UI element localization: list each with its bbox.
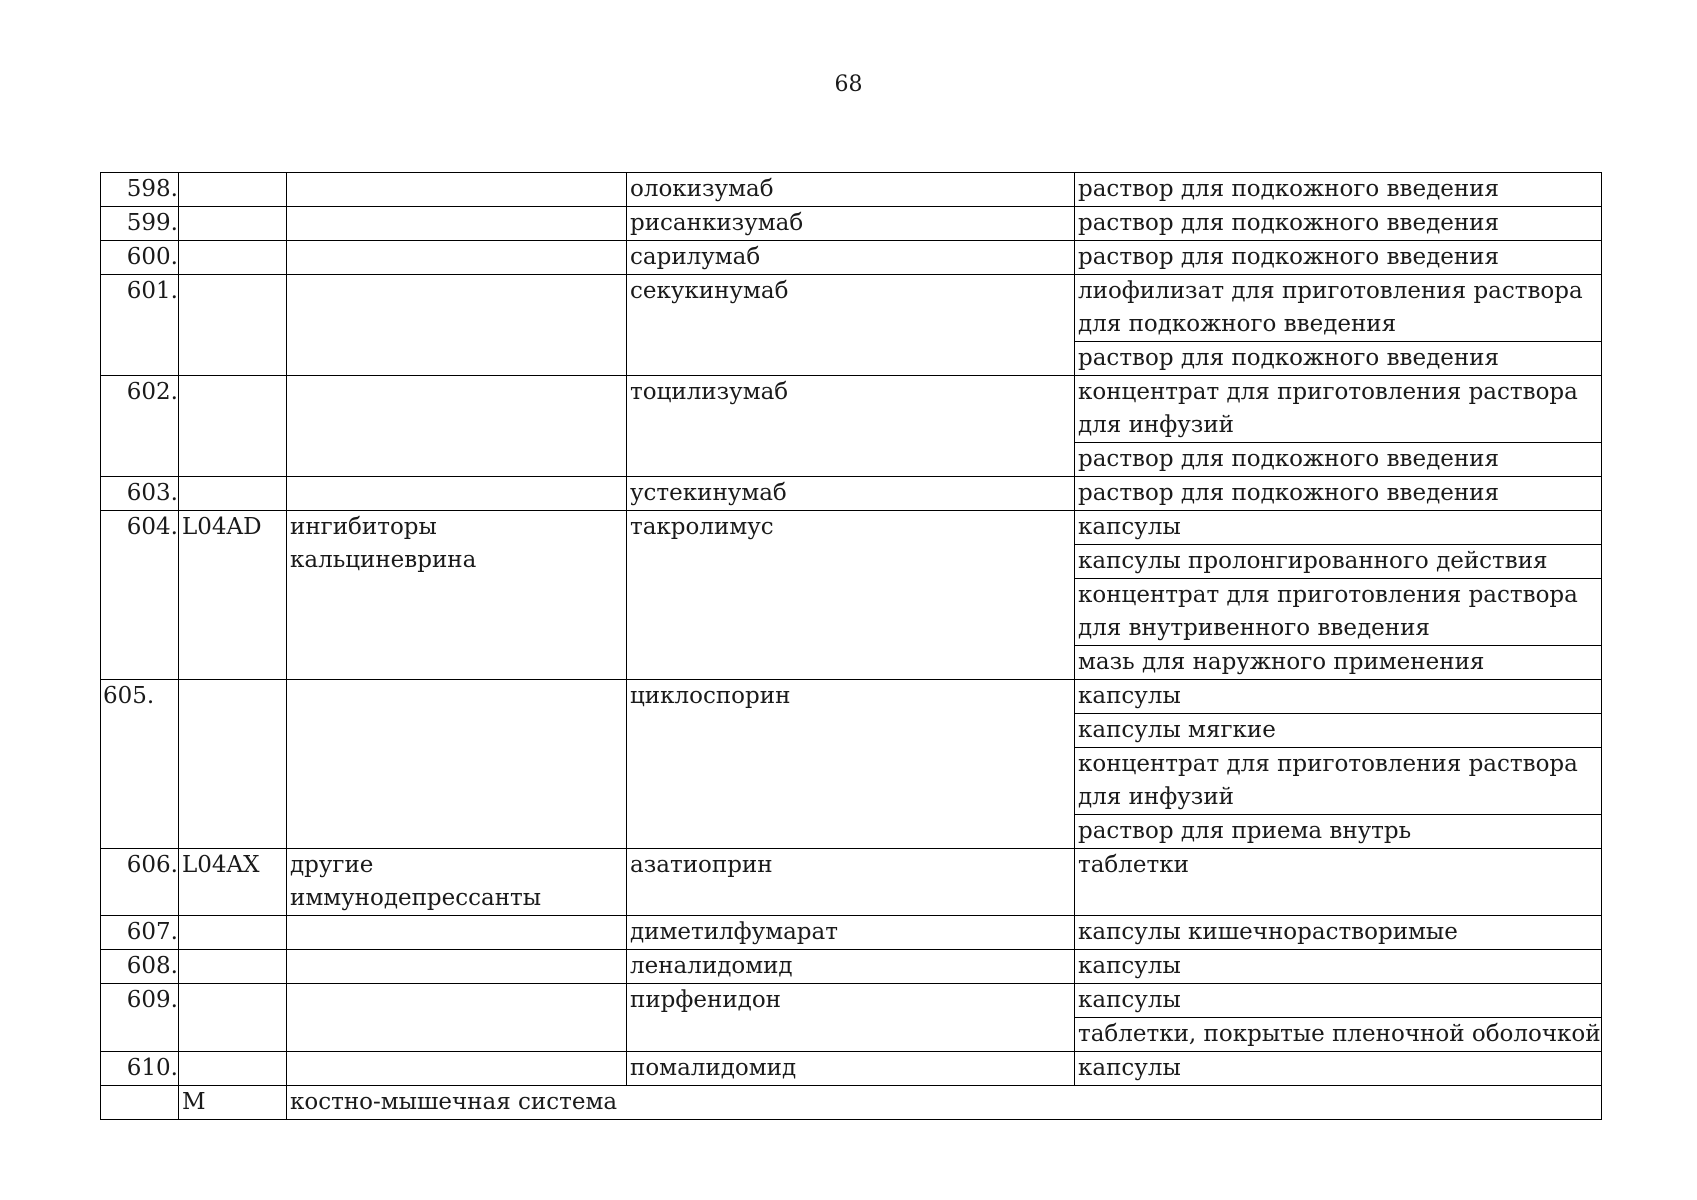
table-row bbox=[101, 1086, 1602, 1120]
dosage-form: раствор для подкожного введения bbox=[1075, 207, 1602, 241]
atc-group bbox=[287, 680, 627, 849]
atc-code bbox=[179, 950, 287, 984]
dosage-form: капсулы bbox=[1075, 984, 1602, 1018]
atc-code bbox=[179, 1052, 287, 1086]
atc-group bbox=[287, 477, 627, 511]
drug-name: пирфенидон bbox=[627, 984, 1075, 1052]
dosage-form: концентрат для приготовления раствора для инфузий bbox=[1075, 376, 1602, 443]
drug-name: секукинумаб bbox=[627, 275, 1075, 376]
dosage-form: таблетки bbox=[1075, 849, 1602, 916]
dosage-form: капсулы пролонгированного действия bbox=[1075, 545, 1602, 579]
atc-group: другие иммунодепрессанты bbox=[287, 849, 627, 916]
table-row bbox=[101, 950, 1602, 984]
dosage-form: капсулы bbox=[1075, 950, 1602, 984]
row-number: 600. bbox=[101, 241, 179, 275]
row-number: 599. bbox=[101, 207, 179, 241]
drug-name: такролимус bbox=[627, 511, 1075, 680]
row-number: 608. bbox=[101, 950, 179, 984]
row-number bbox=[101, 1086, 179, 1120]
atc-code: M bbox=[179, 1086, 287, 1120]
row-number: 601. bbox=[101, 275, 179, 376]
dosage-form: раствор для приема внутрь bbox=[1075, 815, 1602, 849]
atc-code bbox=[179, 376, 287, 477]
row-number: 607. bbox=[101, 916, 179, 950]
dosage-form: мазь для наружного применения bbox=[1075, 646, 1602, 680]
row-number: 606. bbox=[101, 849, 179, 916]
drug-name: азатиоприн bbox=[627, 849, 1075, 916]
drug-name: устекинумаб bbox=[627, 477, 1075, 511]
dosage-form: раствор для подкожного введения bbox=[1075, 443, 1602, 477]
dosage-form: раствор для подкожного введения bbox=[1075, 173, 1602, 207]
row-number: 609. bbox=[101, 984, 179, 1052]
atc-group bbox=[287, 207, 627, 241]
atc-code bbox=[179, 680, 287, 849]
dosage-form: концентрат для приготовления раствора для внутривенного введения bbox=[1075, 579, 1602, 646]
atc-group: костно-мышечная система bbox=[287, 1086, 1602, 1120]
drug-name: помалидомид bbox=[627, 1052, 1075, 1086]
atc-code bbox=[179, 241, 287, 275]
table-row bbox=[101, 1052, 1602, 1086]
table-row bbox=[101, 511, 1602, 545]
table-row bbox=[101, 477, 1602, 511]
dosage-form: таблетки, покрытые пленочной оболочкой bbox=[1075, 1018, 1602, 1052]
drug-name: леналидомид bbox=[627, 950, 1075, 984]
drug-table bbox=[100, 172, 1602, 1120]
row-number: 604. bbox=[101, 511, 179, 680]
dosage-form: капсулы мягкие bbox=[1075, 714, 1602, 748]
atc-code bbox=[179, 477, 287, 511]
row-number: 605. bbox=[101, 680, 179, 849]
dosage-form: раствор для подкожного введения bbox=[1075, 241, 1602, 275]
atc-group bbox=[287, 173, 627, 207]
atc-group bbox=[287, 376, 627, 477]
row-number: 598. bbox=[101, 173, 179, 207]
table-row bbox=[101, 207, 1602, 241]
dosage-form: раствор для подкожного введения bbox=[1075, 342, 1602, 376]
row-number: 603. bbox=[101, 477, 179, 511]
atc-code bbox=[179, 984, 287, 1052]
drug-name: олокизумаб bbox=[627, 173, 1075, 207]
table-row bbox=[101, 849, 1602, 916]
dosage-form: капсулы bbox=[1075, 1052, 1602, 1086]
table-row bbox=[101, 173, 1602, 207]
atc-group bbox=[287, 984, 627, 1052]
atc-group bbox=[287, 275, 627, 376]
atc-code bbox=[179, 173, 287, 207]
atc-group bbox=[287, 950, 627, 984]
atc-group bbox=[287, 916, 627, 950]
atc-code: L04AX bbox=[179, 849, 287, 916]
atc-group bbox=[287, 1052, 627, 1086]
atc-code bbox=[179, 207, 287, 241]
table-row bbox=[101, 680, 1602, 714]
drug-name: рисанкизумаб bbox=[627, 207, 1075, 241]
drug-name: циклоспорин bbox=[627, 680, 1075, 849]
drug-name: диметилфумарат bbox=[627, 916, 1075, 950]
table-row bbox=[101, 376, 1602, 443]
page-number: 68 bbox=[834, 72, 863, 97]
row-number: 610. bbox=[101, 1052, 179, 1086]
dosage-form: капсулы bbox=[1075, 680, 1602, 714]
row-number: 602. bbox=[101, 376, 179, 477]
dosage-form: раствор для подкожного введения bbox=[1075, 477, 1602, 511]
dosage-form: концентрат для приготовления раствора для инфузий bbox=[1075, 748, 1602, 815]
atc-code bbox=[179, 275, 287, 376]
table-row bbox=[101, 984, 1602, 1018]
atc-group: ингибиторы кальциневрина bbox=[287, 511, 627, 680]
atc-code: L04AD bbox=[179, 511, 287, 680]
dosage-form: лиофилизат для приготовления раствора для подкожного введения bbox=[1075, 275, 1602, 342]
atc-code bbox=[179, 916, 287, 950]
drug-name: тоцилизумаб bbox=[627, 376, 1075, 477]
dosage-form: капсулы кишечнорастворимые bbox=[1075, 916, 1602, 950]
table-row bbox=[101, 275, 1602, 342]
atc-group bbox=[287, 241, 627, 275]
table-row bbox=[101, 916, 1602, 950]
dosage-form: капсулы bbox=[1075, 511, 1602, 545]
drug-name: сарилумаб bbox=[627, 241, 1075, 275]
table-row bbox=[101, 241, 1602, 275]
